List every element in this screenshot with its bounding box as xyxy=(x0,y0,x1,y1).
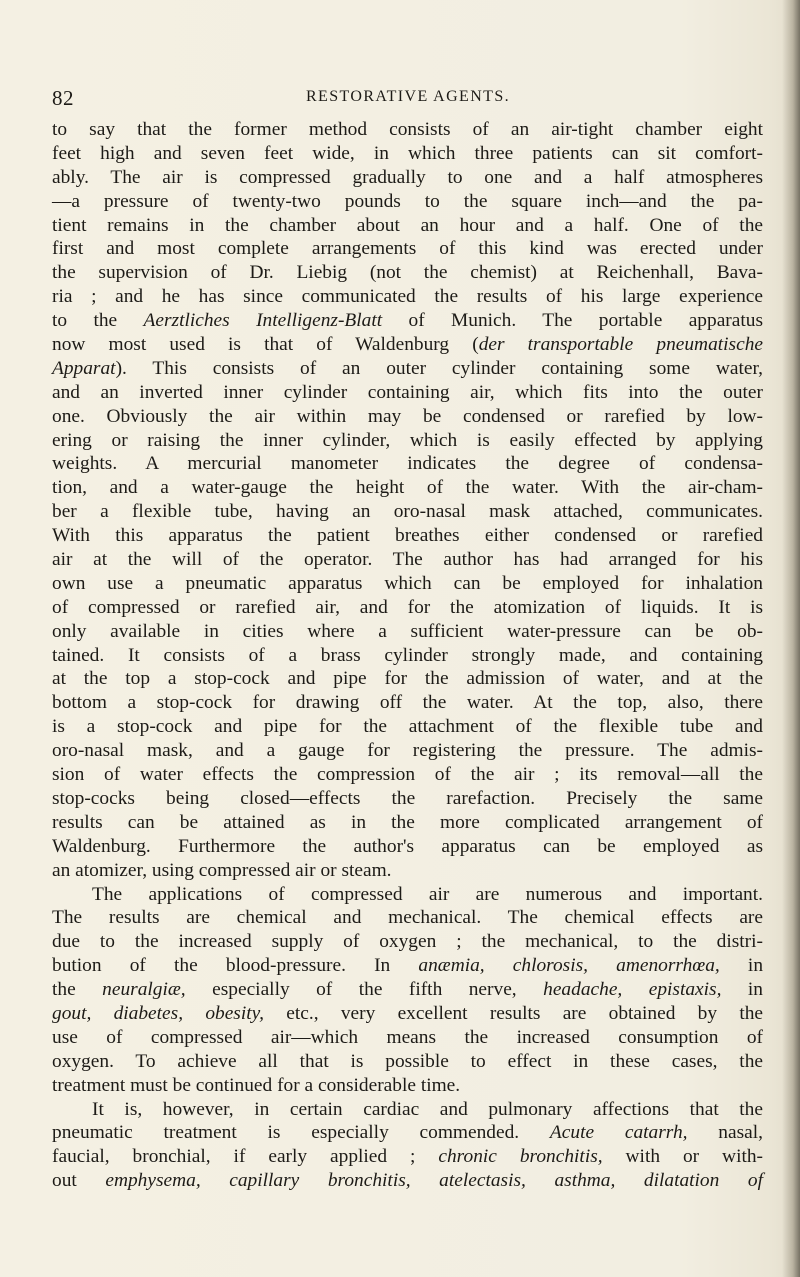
text-run: with or with- xyxy=(602,1146,763,1168)
text-run: ering or raising the inner cylinder, which is easily effected by applying xyxy=(52,429,763,451)
text-line xyxy=(52,811,763,835)
text-line xyxy=(52,118,763,142)
text-line xyxy=(52,524,763,548)
text-line xyxy=(52,787,763,811)
text-line xyxy=(52,1002,763,1026)
text-run: due to the increased supply of oxygen ; the mechanical, to the distri- xyxy=(52,931,763,953)
italic-text: emphysema, capillary bronchitis, atelectasis, asthma, dilatation of xyxy=(105,1170,763,1192)
text-run: sion of water effects the compression of the air ; its removal—all the xyxy=(52,764,763,786)
text-line xyxy=(52,500,763,524)
text-run: bottom a stop-cock for drawing off the water. At the top, also, there xyxy=(52,692,763,714)
text-run: out xyxy=(52,1170,106,1192)
text-run: stop-cocks being closed—effects the rarefaction. Precisely the same xyxy=(52,787,763,809)
text-run: With this apparatus the patient breathes either condensed or rarefied xyxy=(52,525,763,547)
italic-text: anæmia, chlorosis, amenorrhœa, xyxy=(418,955,720,977)
text-run: It is, however, in certain cardiac and pulmonary affections that the xyxy=(92,1098,763,1120)
text-run: tained. It consists of a brass cylinder strongly made, and containing xyxy=(52,644,763,666)
text-run: etc., very excellent results are obtained by the xyxy=(264,1002,764,1024)
text-line xyxy=(52,142,763,166)
text-run: pneumatic treatment is especially commended. xyxy=(52,1122,550,1144)
text-line xyxy=(52,835,763,859)
page-number: 82 xyxy=(52,86,74,110)
text-run: ber a flexible tube, having an oro-nasal mask attached, communicates. xyxy=(52,501,763,523)
text-line xyxy=(52,405,763,429)
text-line xyxy=(52,190,763,214)
text-line xyxy=(52,1050,763,1074)
italic-text: neuralgiæ, xyxy=(102,979,186,1001)
text-line xyxy=(52,548,763,572)
text-run: only available in cities where a sufficient water-pressure can be ob- xyxy=(52,620,763,642)
text-line xyxy=(52,333,763,357)
text-line xyxy=(52,237,763,261)
text-run: weights. A mercurial manometer indicates the degree of condensa- xyxy=(52,453,763,475)
text-line xyxy=(52,596,763,620)
text-line xyxy=(52,572,763,596)
text-line xyxy=(52,691,763,715)
text-line xyxy=(52,906,763,930)
text-run: treatment must be continued for a considerable time. xyxy=(52,1074,461,1096)
text-line xyxy=(52,763,763,787)
italic-text: gout, diabetes, obesity, xyxy=(52,1002,265,1024)
text-run: The applications of compressed air are numerous and important. xyxy=(92,883,763,905)
italic-text: Apparat xyxy=(52,357,116,379)
text-run: air at the will of the operator. The author has had arranged for his xyxy=(52,549,763,571)
text-run: —a pressure of twenty-two pounds to the square inch—and the pa- xyxy=(52,190,763,212)
text-run: to the xyxy=(52,310,144,332)
text-run: one. Obviously the air within may be condensed or rarefied by low- xyxy=(52,405,763,427)
text-line xyxy=(52,978,763,1002)
text-line xyxy=(52,715,763,739)
text-run: oxygen. To achieve all that is possible to effect in these cases, the xyxy=(52,1050,763,1072)
text-run: ably. The air is compressed gradually to one and a half atmospheres xyxy=(52,166,763,188)
text-line xyxy=(52,309,763,333)
text-line xyxy=(52,261,763,285)
text-line xyxy=(52,429,763,453)
body-text xyxy=(52,118,763,1193)
text-run: results can be attained as in the more complicated arrangement of xyxy=(52,811,763,833)
text-line xyxy=(52,452,763,476)
text-run: tient remains in the chamber about an hour and a half. One of the xyxy=(52,214,763,236)
italic-text: der transportable pneumatische xyxy=(478,334,763,356)
running-head: RESTORATIVE AGENTS. xyxy=(305,88,511,105)
text-line xyxy=(52,1145,763,1169)
page-header xyxy=(52,86,764,110)
text-run: of compressed or rarefied air, and for the atomization of liquids. It is xyxy=(52,596,763,618)
text-run: ria ; and he has since communicated the results of his large experience xyxy=(52,286,763,308)
text-run: feet high and seven feet wide, in which three patients can sit comfort- xyxy=(52,142,763,164)
text-line xyxy=(52,667,763,691)
text-line xyxy=(52,739,763,763)
text-line xyxy=(52,357,763,381)
text-line xyxy=(52,1074,763,1098)
text-line xyxy=(52,930,763,954)
text-run: tion, and a water-gauge the height of the water. With the air-cham- xyxy=(52,477,763,499)
text-run: the supervision of Dr. Liebig (not the chemist) at Reichenhall, Bava- xyxy=(52,262,763,284)
text-line xyxy=(52,381,763,405)
text-line xyxy=(52,1121,763,1145)
text-run: use of compressed air—which means the increased consumption of xyxy=(52,1026,763,1048)
text-run: Waldenburg. Furthermore the author's apparatus can be employed as xyxy=(52,835,763,857)
text-line xyxy=(52,620,763,644)
text-run: now most used is that of Waldenburg ( xyxy=(52,334,479,356)
text-line xyxy=(52,476,763,500)
text-run: own use a pneumatic apparatus which can be employed for inhalation xyxy=(52,572,763,594)
italic-text: Acute catarrh, xyxy=(549,1122,688,1144)
text-line xyxy=(52,859,763,883)
text-line xyxy=(52,1098,763,1122)
text-run: at the top a stop-cock and pipe for the admission of water, and at the xyxy=(52,668,763,690)
text-run: of Munich. The portable apparatus xyxy=(382,310,763,332)
text-line xyxy=(52,285,763,309)
italic-text: Aerztliches Intelligenz-Blatt xyxy=(143,310,383,332)
text-line xyxy=(52,954,763,978)
text-run: oro-nasal mask, and a gauge for registering the pressure. The admis- xyxy=(52,740,763,762)
text-line xyxy=(52,883,763,907)
text-run: the xyxy=(52,979,103,1001)
text-run: to say that the former method consists of an air-tight chamber eight xyxy=(52,119,763,140)
text-run: in xyxy=(721,979,764,1001)
text-run: and an inverted inner cylinder containing air, which fits into the outer xyxy=(52,381,763,403)
text-run: The results are chemical and mechanical. The chemical effects are xyxy=(52,907,763,929)
text-run: ). This consists of an outer cylinder containing some water, xyxy=(115,357,763,379)
text-run: is a stop-cock and pipe for the attachment of the flexible tube and xyxy=(52,716,763,738)
page-edge-shadow xyxy=(782,0,800,1277)
text-line xyxy=(52,1169,763,1193)
text-line xyxy=(52,644,763,668)
text-line xyxy=(52,1026,763,1050)
text-run: bution of the blood-pressure. In xyxy=(52,955,419,977)
text-run: especially of the fifth nerve, xyxy=(185,979,544,1001)
text-run: first and most complete arrangements of this kind was erected under xyxy=(52,238,763,260)
text-line xyxy=(52,214,763,238)
italic-text: chronic bronchitis, xyxy=(438,1146,603,1168)
text-line xyxy=(52,166,763,190)
text-run: faucial, bronchial, if early applied ; xyxy=(52,1146,439,1168)
italic-text: headache, epistaxis, xyxy=(543,979,722,1001)
text-run: nasal, xyxy=(687,1122,763,1144)
text-run: in xyxy=(719,955,764,977)
text-run: an atomizer, using compressed air or steam. xyxy=(52,859,392,881)
